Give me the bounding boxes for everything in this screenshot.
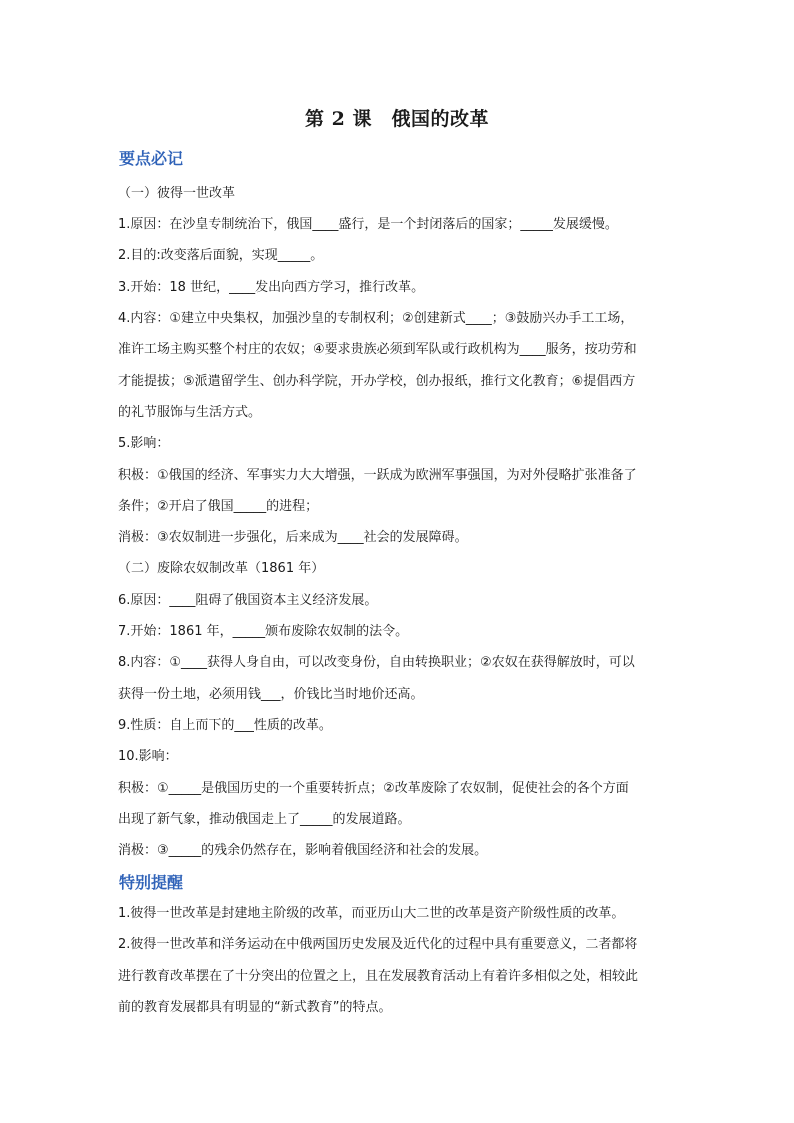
text-line: 1.原因：在沙皇专制统治下，俄国____盛行，是一个封闭落后的国家；_____发展缓慢。 — [118, 217, 618, 232]
text-line: 进行教育改革摆在了十分突出的位置之上，且在发展教育活动上有着许多相似之处，相较此 — [118, 969, 639, 984]
text-line: 准许工场主购买整个村庄的农奴；④要求贵族必须到军队或行政机构为____服务，按功劳和 — [118, 342, 637, 357]
text-line: （二）废除农奴制改革（1861 年） — [118, 561, 325, 576]
text-line: 积极：①_____是俄国历史的一个重要转折点；②改革废除了农奴制，促使社会的各个方面 — [118, 781, 629, 796]
text-line: 3.开始：18 世纪，____发出向西方学习，推行改革。 — [118, 280, 425, 295]
section-heading-key-points: 要点必记 — [119, 149, 184, 168]
text-line: 2.彼得一世改革和洋务运动在中俄两国历史发展及近代化的过程中具有重要意义，二者都将 — [118, 937, 638, 952]
lesson-title: 第 2 课 俄国的改革 — [305, 108, 489, 130]
text-line: 1.彼得一世改革是封建地主阶级的改革，而亚历山大二世的改革是资产阶级性质的改革。 — [118, 906, 625, 921]
text-line: 积极：①俄国的经济、军事实力大大增强，一跃成为欧洲军事强国，为对外侵略扩张准备了 — [118, 468, 637, 483]
text-line: 获得一份土地，必须用钱___，价钱比当时地价还高。 — [118, 687, 424, 702]
text-line: 条件；②开启了俄国_____的进程； — [118, 499, 319, 514]
text-line: （一）彼得一世改革 — [118, 186, 236, 201]
text-line: 才能提拔；⑤派遣留学生、创办科学院，开办学校，创办报纸，推行文化教育；⑥提倡西方 — [118, 374, 636, 389]
text-line: 10.影响： — [118, 749, 178, 764]
text-line: 2.目的:改变落后面貌，实现_____。 — [118, 248, 324, 263]
text-line: 7.开始：1861 年，_____颁布废除农奴制的法令。 — [118, 624, 409, 639]
text-line: 9.性质：自上而下的___性质的改革。 — [118, 718, 332, 733]
text-line: 6.原因：____阻碍了俄国资本主义经济发展。 — [118, 593, 378, 608]
text-line: 4.内容：①建立中央集权，加强沙皇的专制权利；②创建新式____；③鼓励兴办手工工场， — [118, 311, 634, 326]
text-line: 出现了新气象，推动俄国走上了_____的发展道路。 — [118, 812, 411, 827]
section-heading-special-reminder: 特别提醒 — [119, 873, 184, 892]
text-line: 的礼节服饰与生活方式。 — [118, 405, 262, 420]
text-line: 消极：③农奴制进一步强化，后来成为____社会的发展障碍。 — [118, 530, 468, 545]
text-line: 5.影响： — [118, 436, 170, 451]
text-line: 8.内容：①____获得人身自由，可以改变身份，自由转换职业；②农奴在获得解放时，可以 — [118, 655, 635, 670]
text-line: 前的教育发展都具有明显的“新式教育”的特点。 — [118, 1000, 392, 1015]
text-line: 消极：③_____的残余仍然存在，影响着俄国经济和社会的发展。 — [118, 843, 488, 858]
